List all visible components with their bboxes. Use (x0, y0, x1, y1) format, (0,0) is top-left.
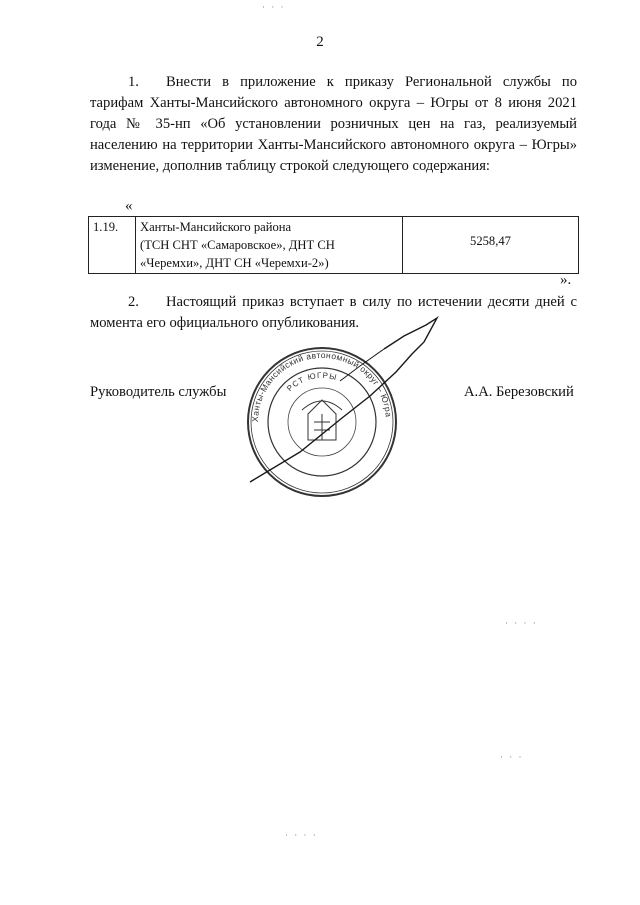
quote-close: ». (560, 272, 572, 288)
clause-2-number: 2. (128, 294, 139, 310)
signature-name: А.А. Березовский (464, 384, 574, 400)
svg-text:РСТ ЮГРЫ: РСТ ЮГРЫ (285, 370, 339, 394)
scan-speck: · · · (500, 752, 524, 762)
svg-text:Ханты-Мансийский автономный ок: Ханты-Мансийский автономный округ – Югра (249, 349, 394, 423)
scan-speck: · · · (262, 2, 286, 12)
clause-1 (90, 72, 577, 177)
table-row (89, 217, 579, 274)
inserted-table-row (88, 216, 579, 274)
clause-2 (90, 292, 577, 334)
area-line-1: Ханты-Мансийского района (140, 220, 292, 234)
area-line-2: (ТСН СНТ «Самаровское», ДНТ СН (140, 238, 335, 252)
row-number-cell: 1.19. (89, 217, 136, 274)
page-number: 2 (316, 34, 324, 50)
quote-open: « (125, 198, 133, 214)
row-price-cell: 5258,47 (403, 217, 579, 274)
area-line-3: «Черемхи», ДНТ СН «Черемхи-2») (140, 256, 329, 270)
official-seal-icon (244, 344, 400, 500)
clause-1-text: Внести в приложение к приказу Региональной службы по тарифам Ханты-Мансийского автономного округа – Югры от 8 июня 2021 года № 35-нп «Об установлении розничных цен на газ, реализуемый населению на территории Ханты-Мансийского автономного округа – Югры» изменение, дополнив таблицу строкой следующего содержания: (90, 74, 577, 174)
signature-position: Руководитель службы (90, 384, 227, 400)
scan-speck: · · · · (505, 618, 538, 628)
clause-2-text: Настоящий приказ вступает в силу по истечении десяти дней с момента его официального опубликования. (90, 294, 577, 331)
row-area-cell (136, 217, 403, 274)
clause-1-number: 1. (128, 74, 139, 90)
scan-speck: · · · · (285, 830, 318, 840)
